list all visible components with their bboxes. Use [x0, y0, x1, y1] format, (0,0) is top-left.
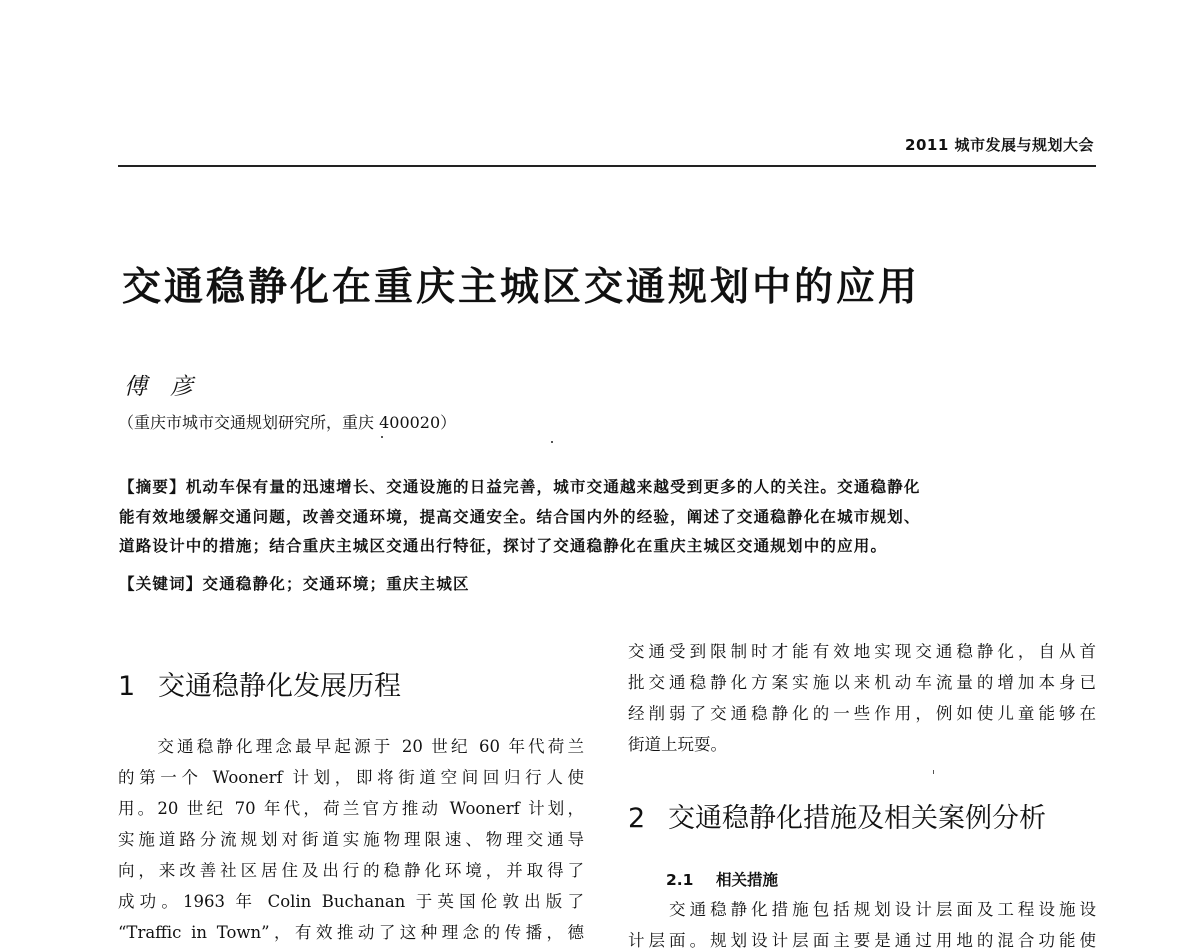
scan-speck	[381, 436, 383, 438]
body-line: 用。20 世纪 70 年代，荷兰官方推动 Woonerf 计划，	[118, 799, 584, 818]
paper-title: 交通稳静化在重庆主城区交通规划中的应用	[122, 265, 921, 310]
body-line: 经削弱了交通稳静化的一些作用，例如使儿童能够在	[628, 704, 1096, 723]
body-line: “Traffic in Town”，有效推动了这种理念的传播，德	[118, 923, 584, 942]
body-line: 的第一个 Woonerf 计划，即将街道空间回归行人使	[118, 768, 584, 787]
abstract-line: 能有效地缓解交通问题，改善交通环境，提高交通安全。结合国内外的经验，阐述了交通稳静化在城市规划、	[119, 507, 921, 526]
body-line: 交通稳静化理念最早起源于 20 世纪 60 年代荷兰	[118, 737, 584, 756]
section-2-body	[628, 894, 1096, 952]
body-line: 街道上玩耍。	[628, 735, 727, 754]
abstract-text: 机动车保有量的迅速增长、交通设施的日益完善，城市交通越来越受到更多的人的关注。交通稳静化	[185, 477, 921, 496]
body-line: 向，来改善社区居住及出行的稳静化环境，并取得了	[118, 861, 584, 880]
author-affiliation: （重庆市城市交通规划研究所，重庆 400020）	[118, 413, 457, 432]
section-title: 交通稳静化发展历程	[158, 671, 401, 702]
keywords-label: 【关键词】	[119, 575, 203, 593]
header-rule	[118, 165, 1096, 167]
section-2-heading	[628, 796, 1046, 835]
section-number: 2	[628, 803, 646, 834]
section-number: 1	[118, 671, 136, 702]
right-column-continuation	[628, 636, 1096, 760]
section-1-heading	[118, 664, 401, 703]
subsection-title: 相关措施	[716, 871, 779, 889]
body-line: 交通稳静化措施包括规划设计层面及工程设施设	[628, 900, 1096, 919]
scan-speck	[933, 770, 934, 774]
abstract	[119, 472, 1099, 560]
body-line: 批交通稳静化方案实施以来机动车流量的增加本身已	[628, 673, 1096, 692]
scan-speck	[551, 441, 553, 443]
author-name: 傅 彦	[124, 374, 193, 400]
abstract-line: 道路设计中的措施；结合重庆主城区交通出行特征，探讨了交通稳静化在重庆主城区交通规划中的应用。	[119, 536, 888, 555]
subsection-number: 2.1	[666, 871, 694, 889]
section-1-body	[118, 731, 584, 948]
running-header: 2011 城市发展与规划大会	[905, 136, 1094, 154]
abstract-line	[119, 472, 1099, 502]
keywords	[119, 572, 470, 594]
abstract-label: 【摘要】	[119, 478, 186, 496]
body-line: 计层面。规划设计层面主要是通过用地的混合功能使	[628, 931, 1096, 950]
body-line: 交通受到限制时才能有效地实现交通稳静化，自从首	[628, 642, 1096, 661]
body-line: 实施道路分流规划对街道实施物理限速、物理交通导	[118, 830, 584, 849]
keywords-text: 交通稳静化；交通环境；重庆主城区	[202, 574, 470, 593]
subsection-2-1-heading	[666, 868, 778, 890]
body-line: 成功。1963 年 Colin Buchanan 于英国伦敦出版了	[118, 892, 584, 911]
section-title: 交通稳静化措施及相关案例分析	[668, 803, 1046, 834]
